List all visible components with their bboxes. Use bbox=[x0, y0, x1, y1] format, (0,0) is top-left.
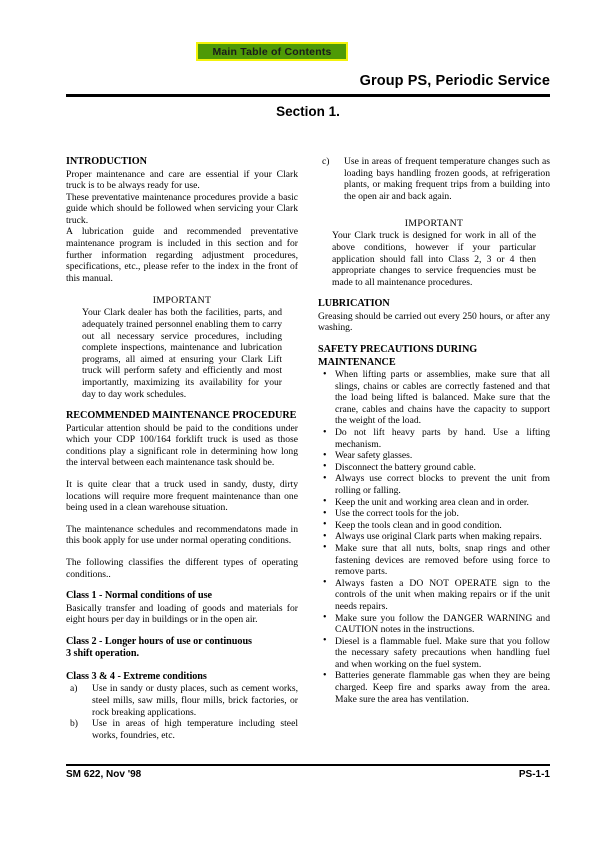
list-item-text: Use in areas of high temperature including steel works, foundries, etc. bbox=[92, 718, 298, 741]
bullet-icon: • bbox=[323, 612, 327, 623]
list-item bbox=[318, 578, 550, 613]
bullet-icon: • bbox=[323, 635, 327, 647]
list-item-text: Use in sandy or dusty places, such as cement works, steel mills, saw mills, flour mills, brick factories, or rock breaking applications. bbox=[92, 683, 298, 718]
footer-page-number: PS-1-1 bbox=[518, 769, 550, 780]
list-item bbox=[318, 473, 550, 496]
class-1-heading: Class 1 - Normal conditions of use bbox=[66, 590, 213, 602]
right-column bbox=[318, 156, 550, 705]
list-item-text: Make sure that all nuts, bolts, snap rings and other fastening devices are removed before using force to remove parts. bbox=[335, 542, 550, 578]
list-item bbox=[318, 520, 550, 532]
list-item bbox=[318, 497, 550, 509]
list-item-text: Use the correct tools for the job. bbox=[335, 508, 459, 520]
list-item-text: Make sure you follow the DANGER WARNING and CAUTION notes in the instructions. bbox=[335, 612, 550, 636]
list-item bbox=[318, 156, 550, 202]
recommended-paragraph-1: Particular attention should be paid to the conditions under which your CDP 100/164 forklift truck is used as those conditions play a significant role in determining how long the interval between each maintenance task should be. bbox=[66, 422, 298, 469]
list-item-text: Use in areas of frequent temperature changes such as loading bays handling frozen goods, at refrigeration plants, or making frequent trips from a building into the open air and back again. bbox=[344, 156, 550, 202]
introduction-paragraph-1: Proper maintenance and care are essential if your Clark truck is to be always ready for use. bbox=[66, 168, 298, 192]
list-item bbox=[318, 462, 550, 474]
list-item-text: Do not lift heavy parts by hand. Use a lifting mechanism. bbox=[335, 427, 550, 450]
document-header bbox=[66, 72, 550, 90]
recommended-paragraph-3: The maintenance schedules and recommendatons made in this book apply for use under normal operating conditions. bbox=[66, 523, 298, 547]
bullet-icon: • bbox=[323, 472, 327, 484]
list-item bbox=[318, 369, 550, 427]
introduction-paragraph-2: These preventative maintenance procedures provide a basic guide which should be followed when servicing your Clark truck. bbox=[66, 191, 298, 226]
bullet-icon: • bbox=[323, 426, 327, 438]
bullet-icon: • bbox=[323, 542, 327, 554]
safety-precautions-heading: SAFETY PRECAUTIONS DURING MAINTENANCE bbox=[318, 344, 478, 368]
list-item bbox=[318, 531, 550, 543]
header-divider bbox=[66, 94, 550, 97]
list-item bbox=[318, 427, 550, 450]
introduction-paragraph-3: A lubrication guide and recommended preventative maintenance program is included in this section and for further information regarding adjustment procedures, specifications, etc., please refer to the index in the front of this manual. bbox=[66, 226, 298, 284]
class-3-4-list-continued bbox=[318, 156, 550, 202]
bullet-icon: • bbox=[323, 496, 327, 508]
list-item bbox=[318, 670, 550, 705]
list-item-text: Disconnect the battery ground cable. bbox=[335, 461, 476, 473]
class-2-heading-line-2: 3 shift operation. bbox=[66, 648, 139, 660]
bullet-icon: • bbox=[323, 519, 327, 531]
recommended-paragraph-2: It is quite clear that a truck used in sandy, dusty, dirty locations will require more frequent maintenance than one being used in a clean warehouse situation. bbox=[66, 479, 298, 514]
list-item-text: Diesel is a flammable fuel. Make sure that you follow the necessary safety precautions when handling fuel and when working on the fuel system. bbox=[335, 635, 550, 670]
main-table-of-contents-label: Main Table of Contents bbox=[212, 45, 332, 58]
list-item-text: Keep the unit and working area clean and in order. bbox=[335, 496, 529, 508]
list-item-text: Always fasten a DO NOT OPERATE sign to the controls of the unit when making repairs or if the unit needs repairs. bbox=[335, 577, 550, 612]
list-item bbox=[66, 718, 298, 741]
list-item-text: Always use original Clark parts when making repairs. bbox=[335, 531, 542, 543]
list-item-marker: b) bbox=[70, 718, 78, 730]
footer-divider bbox=[66, 764, 550, 766]
class-3-4-list bbox=[66, 683, 298, 741]
introduction-heading: INTRODUCTION bbox=[66, 156, 147, 167]
list-item bbox=[318, 613, 550, 636]
bullet-icon: • bbox=[323, 669, 327, 681]
list-item-text: Keep the tools clean and in good condition. bbox=[335, 519, 502, 531]
group-title: Group PS, Periodic Service bbox=[359, 73, 550, 89]
list-item-text: When lifting parts or assemblies, make sure that all slings, chains or cables are correctly fastened and that the load being lifted is balanced. Make sure that the crane, cables and chains have the capacity to support the weight of the load. bbox=[335, 369, 550, 427]
list-item bbox=[318, 636, 550, 671]
left-column bbox=[66, 156, 298, 741]
important-notice-left-title: IMPORTANT bbox=[152, 295, 212, 307]
bullet-icon: • bbox=[323, 507, 327, 519]
list-item-text: Batteries generate flammable gas when they are being charged. Keep fire and sparks away from the area. Make sure the area has ventilation. bbox=[335, 670, 550, 705]
class-1-body: Basically transfer and loading of goods and materials for eight hours per day in buildings or in the open air. bbox=[66, 602, 298, 626]
document-footer bbox=[66, 769, 550, 780]
main-table-of-contents-button[interactable] bbox=[196, 42, 348, 61]
important-notice-left-body: Your Clark dealer has both the facilities, parts, and adequately trained personnel enabling them to carry out all necessary service procedures, including complete inspections, maintenance and lubrication programs, all aimed at ensuring your Clark Lift truck will perform safety and efficiently and most importantly, maximizing its availability for your day to day work schedules. bbox=[82, 307, 282, 400]
bullet-icon: • bbox=[323, 449, 327, 461]
safety-precautions-list bbox=[318, 369, 550, 705]
bullet-icon: • bbox=[323, 530, 327, 542]
footer-manual-code: SM 622, Nov '98 bbox=[66, 769, 142, 780]
bullet-icon: • bbox=[323, 577, 327, 589]
list-item bbox=[318, 543, 550, 578]
recommended-maintenance-heading: RECOMMENDED MAINTENANCE PROCEDURE bbox=[66, 410, 297, 422]
top-navigation-bar bbox=[0, 42, 600, 66]
list-item-text: Always use correct blocks to prevent the unit from rolling or falling. bbox=[335, 473, 550, 496]
class-3-4-heading: Class 3 & 4 - Extreme conditions bbox=[66, 670, 207, 682]
important-notice-left bbox=[82, 294, 282, 400]
bullet-icon: • bbox=[323, 461, 327, 473]
important-notice-right bbox=[332, 217, 536, 288]
bullet-icon: • bbox=[323, 368, 327, 380]
list-item-marker: c) bbox=[322, 156, 330, 167]
important-notice-right-title: IMPORTANT bbox=[404, 218, 464, 230]
list-item bbox=[66, 683, 298, 718]
list-item bbox=[318, 450, 550, 462]
list-item bbox=[318, 508, 550, 520]
list-item-marker: a) bbox=[70, 683, 78, 695]
lubrication-heading: LUBRICATION bbox=[318, 298, 390, 310]
lubrication-body: Greasing should be carried out every 250 hours, or after any washing. bbox=[318, 310, 550, 334]
section-title: Section 1. bbox=[276, 104, 340, 119]
recommended-paragraph-4: The following classifies the different types of operating conditions.. bbox=[66, 557, 298, 580]
list-item-text: Wear safety glasses. bbox=[335, 450, 413, 462]
class-2-heading-line-1: Class 2 - Longer hours of use or continuous bbox=[66, 635, 252, 647]
important-notice-right-body: Your Clark truck is designed for work in all of the above conditions, however if your particular application should fall into Class 2, 3 or 4 then appropriate changes to service frequencies must be made to all maintenance procedures. bbox=[332, 230, 536, 288]
